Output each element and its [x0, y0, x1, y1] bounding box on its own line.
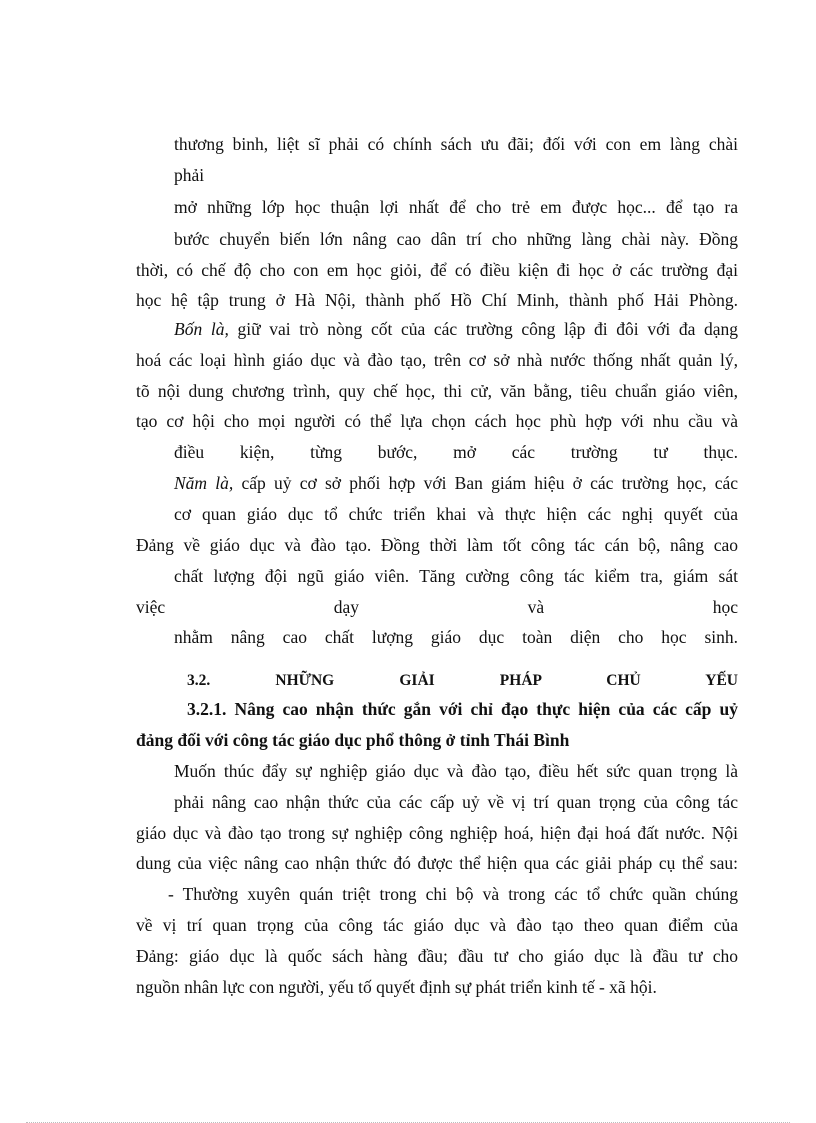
lead-phrase: Bốn là, — [174, 319, 229, 339]
paragraph-line: phải — [174, 165, 205, 185]
subsection-heading: đảng đối với công tác giáo dục phổ thông ở tỉnh Thái Bình — [136, 730, 570, 750]
paragraph-line: Đảng: giáo dục là quốc sách hàng đầu; đầu tư cho giáo dục là đầu tư cho — [136, 946, 738, 966]
paragraph-line: thời, có chế độ cho con em học giỏi, để có điều kiện đi học ở các trường đại — [136, 260, 738, 280]
paragraph-line: cơ quan giáo dục tổ chức triển khai và thực hiện các nghị quyết của — [174, 504, 738, 524]
paragraph-line-bon-la — [174, 318, 738, 340]
paragraph-line: hoá các loại hình giáo dục và đào tạo, trên cơ sở nhà nước thống nhất quản lý, — [136, 350, 738, 370]
paragraph-line: giáo dục và đào tạo trong sự nghiệp công nghiệp hoá, hiện đại hoá đất nước. Nội — [136, 823, 738, 843]
section-heading: 3.2. NHỮNG GIẢI PHÁP CHỦ YẾU — [187, 672, 738, 689]
paragraph-line: tõ nội dung chương trình, quy chế học, thi cử, văn bằng, tiêu chuẩn giáo viên, — [136, 381, 738, 401]
line-text: giữ vai trò nòng cốt của các trường công lập đi đôi với đa dạng — [228, 319, 738, 339]
paragraph-line: Đảng về giáo dục và đào tạo. Đồng thời làm tốt công tác cán bộ, nâng cao — [136, 535, 738, 555]
paragraph-line: Muốn thúc đẩy sự nghiệp giáo dục và đào tạo, điều hết sức quan trọng là — [174, 761, 738, 781]
paragraph-line: điều kiện, từng bước, mở các trường tư thục. — [174, 442, 738, 462]
paragraph-line: việc dạy và học — [136, 597, 738, 617]
paragraph-line-nam-la — [174, 472, 738, 494]
paragraph-line: thương binh, liệt sĩ phải có chính sách ưu đãi; đối với con em làng chài — [174, 134, 738, 154]
bullet-line: - Thường xuyên quán triệt trong chi bộ và trong các tổ chức quần chúng — [168, 884, 738, 904]
paragraph-line: mở những lớp học thuận lợi nhất để cho trẻ em được học... để tạo ra — [174, 197, 738, 217]
line-text: cấp uỷ cơ sở phối hợp với Ban giám hiệu ở các trường học, các — [233, 473, 738, 493]
paragraph-line: về vị trí quan trọng của công tác giáo dục và đào tạo theo quan điểm của — [136, 915, 738, 935]
paragraph-line: phải nâng cao nhận thức của các cấp uỷ về vị trí quan trọng của công tác — [174, 792, 738, 812]
subsection-heading: 3.2.1. Nâng cao nhận thức gắn với chỉ đạo thực hiện của các cấp uỷ — [187, 699, 738, 719]
paragraph-line: dung của việc nâng cao nhận thức đó được thể hiện qua các giải pháp cụ thể sau: — [136, 853, 738, 873]
lead-phrase: Năm là, — [174, 473, 234, 493]
paragraph-line: nguồn nhân lực con người, yếu tố quyết định sự phát triển kinh tế - xã hội. — [136, 977, 657, 997]
paragraph-line: học hệ tập trung ở Hà Nội, thành phố Hồ Chí Minh, thành phố Hải Phòng. — [136, 290, 738, 310]
paragraph-line: tạo cơ hội cho mọi người có thể lựa chọn cách học phù hợp với nhu cầu và — [136, 411, 738, 431]
paragraph-line: bước chuyển biến lớn nâng cao dân trí cho những làng chài này. Đồng — [174, 229, 738, 249]
paragraph-line: nhằm nâng cao chất lượng giáo dục toàn diện cho học sinh. — [174, 627, 738, 647]
paragraph-line: chất lượng đội ngũ giáo viên. Tăng cường công tác kiểm tra, giám sát — [174, 566, 738, 586]
